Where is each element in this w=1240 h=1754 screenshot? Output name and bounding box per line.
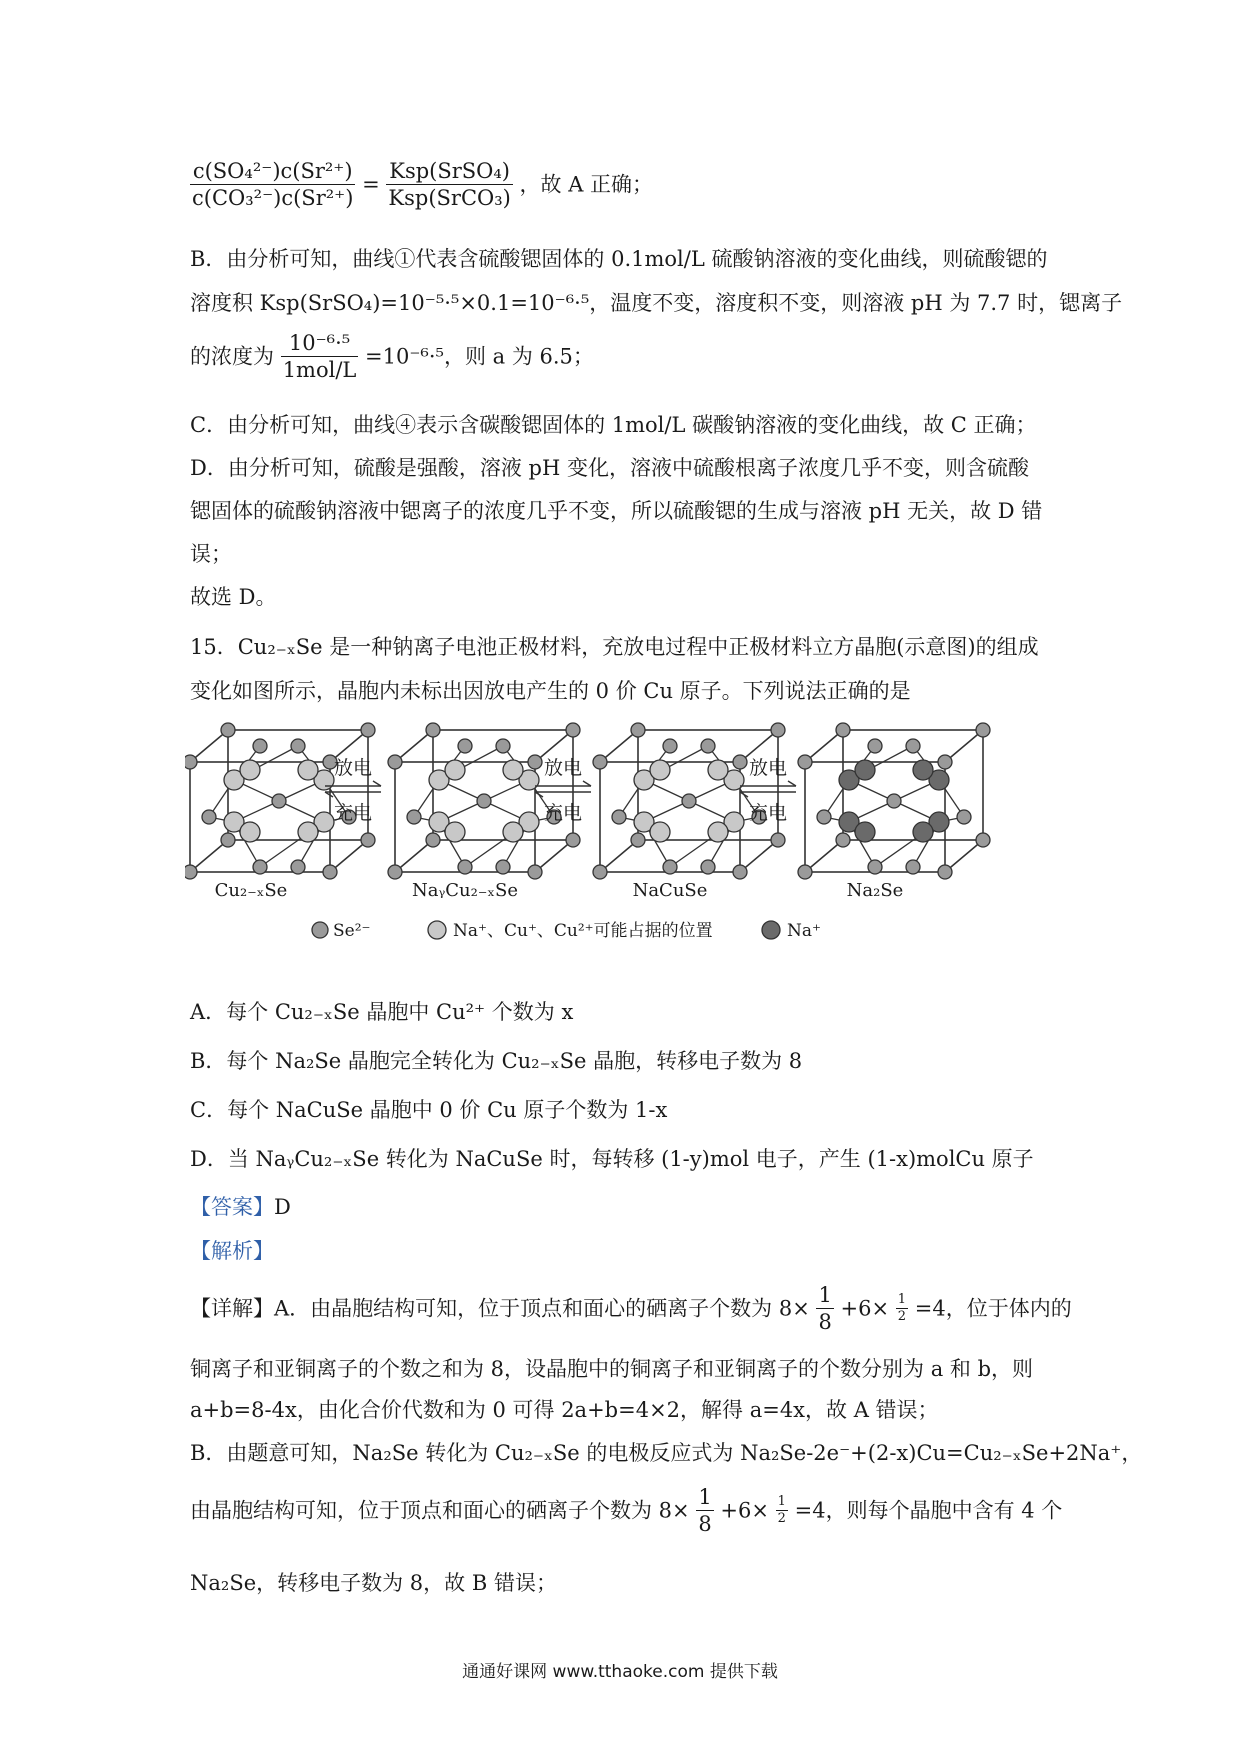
cell-label-3: NaCuSe	[632, 880, 708, 901]
fraction-denominator: 8	[698, 1512, 712, 1536]
answer-value: D	[274, 1195, 291, 1219]
answer-line	[190, 1192, 1060, 1222]
para-d-line2: 锶固体的硫酸钠溶液中锶离子的浓度几乎不变，所以硫酸锶的生成与溶液 pH 无关，故 D 错	[190, 499, 1043, 523]
para-b-line3	[190, 330, 1060, 396]
para-b-line2: 溶度积 Ksp(SrSO₄)=10⁻⁵·⁵×0.1=10⁻⁶·⁵，温度不变，溶度积不变，则溶液 pH 为 7.7 时，锶离子	[190, 291, 1123, 315]
detail-line4: B．由题意可知，Na₂Se 转化为 Cu₂₋ₓSe 的电极反应式为 Na₂Se-2e⁻+(2-x)Cu=Cu₂₋ₓSe+2Na⁺，	[190, 1441, 1143, 1465]
fraction-one-eighth	[696, 1484, 713, 1537]
legend-na: Na⁺	[787, 921, 821, 941]
cell-naycu2xse	[388, 723, 583, 879]
cell-cu2xse	[185, 723, 375, 879]
detail-line3: a+b=8-4x，由化合价代数和为 0 可得 2a+b=4×2，解得 a=4x，故 A 错误；	[190, 1398, 939, 1422]
text: =4，位于体内的	[914, 1296, 1072, 1321]
charge-label-3: 充电	[748, 802, 788, 824]
discharge-label-2: 放电	[543, 757, 583, 779]
option-c: C．每个 NaCuSe 晶胞中 0 价 Cu 原子个数为 1-x	[190, 1098, 668, 1122]
charge-label-2: 充电	[543, 802, 583, 824]
cell-label-2: NaᵧCu₂₋ₓSe	[412, 880, 518, 901]
arrow-group-3	[740, 781, 796, 797]
fraction-denominator: 1mol/L	[282, 358, 357, 382]
fraction-numerator: c(SO₄²⁻)c(Sr²⁺)	[190, 158, 355, 185]
option-b: B．每个 Na₂Se 晶胞完全转化为 Cu₂₋ₓSe 晶胞，转移电子数为 8	[190, 1049, 803, 1073]
analysis-tag	[190, 1236, 1060, 1266]
detail-line1	[190, 1282, 1072, 1342]
fraction-one-half	[896, 1292, 908, 1325]
analysis-label: 【解析】	[190, 1239, 274, 1263]
text: =4，则每个晶胞中含有 4 个	[794, 1498, 1063, 1523]
detail-line5	[190, 1484, 1063, 1544]
fraction-denominator: Ksp(SrCO₃)	[388, 186, 511, 210]
fraction-numerator: 10⁻⁶·⁵	[281, 330, 359, 357]
choose-line: 故选 D。	[190, 585, 277, 609]
fraction-ksp	[386, 158, 512, 211]
figure-legend	[312, 921, 821, 941]
answer-tag: 【答案】	[190, 1195, 274, 1219]
text: 由晶胞结构可知，位于顶点和面心的硒离子个数为 8×	[190, 1498, 690, 1523]
question-15-line1: 15．Cu₂₋ₓSe 是一种钠离子电池正极材料，充放电过程中正极材料立方晶胞(示意图)的组成	[190, 635, 1039, 659]
text: +6×	[840, 1296, 890, 1321]
formula-tail: ，故 A 正确；	[519, 172, 654, 197]
option-d: D．当 NaᵧCu₂₋ₓSe 转化为 NaCuSe 时，每转移 (1-y)mol 电子，产生 (1-x)molCu 原子	[190, 1147, 1034, 1171]
fraction-one-half	[776, 1494, 788, 1527]
formula-line-a: $\frac{\text{c(SO₄²⁻)c(Sr²⁺)}}{\text{c(CO₃²⁻)c(Sr²⁺)}}$ = $\frac{\text{Ksp(SrSO₄)}}{\text{Ksp(SrCO₃)}}$ ，故 A 正确；	[192, 159, 654, 210]
fraction-numerator: 1	[818, 1283, 832, 1307]
para-c: C．由分析可知，曲线④表示含碳酸锶固体的 1mol/L 碳酸钠溶液的变化曲线，故 C 正确；	[190, 413, 1037, 437]
discharge-label-3: 放电	[748, 757, 788, 779]
cell-label-1: Cu₂₋ₓSe	[214, 880, 288, 901]
se-legend-icon	[312, 922, 328, 938]
na-legend-icon	[762, 921, 780, 939]
fraction-numerator: 1	[698, 1485, 712, 1509]
cell-nacuse	[593, 723, 788, 879]
text: =10⁻⁶·⁵，则 a 为 6.5；	[365, 344, 594, 369]
para-d-line1: D．由分析可知，硫酸是强酸，溶液 pH 变化，溶液中硫酸根离子浓度几乎不变，则含硫酸	[190, 456, 1029, 480]
mix-legend-icon	[428, 921, 446, 939]
legend-mix: Na⁺、Cu⁺、Cu²⁺可能占据的位置	[453, 921, 713, 941]
cell-label-4: Na₂Se	[846, 880, 904, 901]
detail-line6: Na₂Se，转移电子数为 8，故 B 错误；	[190, 1571, 557, 1595]
option-a: A．每个 Cu₂₋ₓSe 晶胞中 Cu²⁺ 个数为 x	[190, 1000, 574, 1024]
arrow-group-2	[535, 781, 591, 797]
question-15-line2: 变化如图所示，晶胞内未标出因放电产生的 0 价 Cu 原子。下列说法正确的是	[190, 679, 911, 703]
fraction-denominator: 2	[777, 1511, 786, 1526]
detail-line2: 铜离子和亚铜离子的个数之和为 8，设晶胞中的铜离子和亚铜离子的个数分别为 a 和 b，则	[190, 1357, 1034, 1381]
fraction-numerator: 1	[897, 1292, 907, 1307]
fraction-numerator: 1	[777, 1494, 786, 1509]
legend-se: Se²⁻	[333, 921, 371, 941]
charge-label-1: 充电	[333, 802, 373, 824]
crystal-cell-figure	[185, 718, 1065, 948]
fraction-one-eighth	[816, 1282, 833, 1335]
fraction-numerator: Ksp(SrSO₄)	[386, 158, 512, 185]
footer-credit: 通通好课网 www.tthaoke.com 提供下载	[462, 1662, 778, 1682]
para-d-line3: 误；	[190, 542, 232, 566]
fraction-concentration-sr	[281, 330, 359, 383]
text: +6×	[720, 1498, 769, 1523]
fraction-denominator: c(CO₃²⁻)c(Sr²⁺)	[192, 186, 354, 210]
text: 【详解】A．由晶胞结构可知，位于顶点和面心的硒离子个数为 8×	[190, 1296, 810, 1321]
fraction-denominator: 8	[818, 1310, 832, 1334]
discharge-label-1: 放电	[333, 757, 373, 779]
cell-na2se	[798, 723, 990, 879]
para-b-line1: B．由分析可知，曲线①代表含硫酸锶固体的 0.1mol/L 硫酸钠溶液的变化曲线，则硫酸锶的	[190, 247, 1048, 271]
text: 的浓度为	[190, 344, 274, 369]
fraction-denominator: 2	[897, 1309, 907, 1324]
fraction-concentration	[190, 158, 355, 211]
